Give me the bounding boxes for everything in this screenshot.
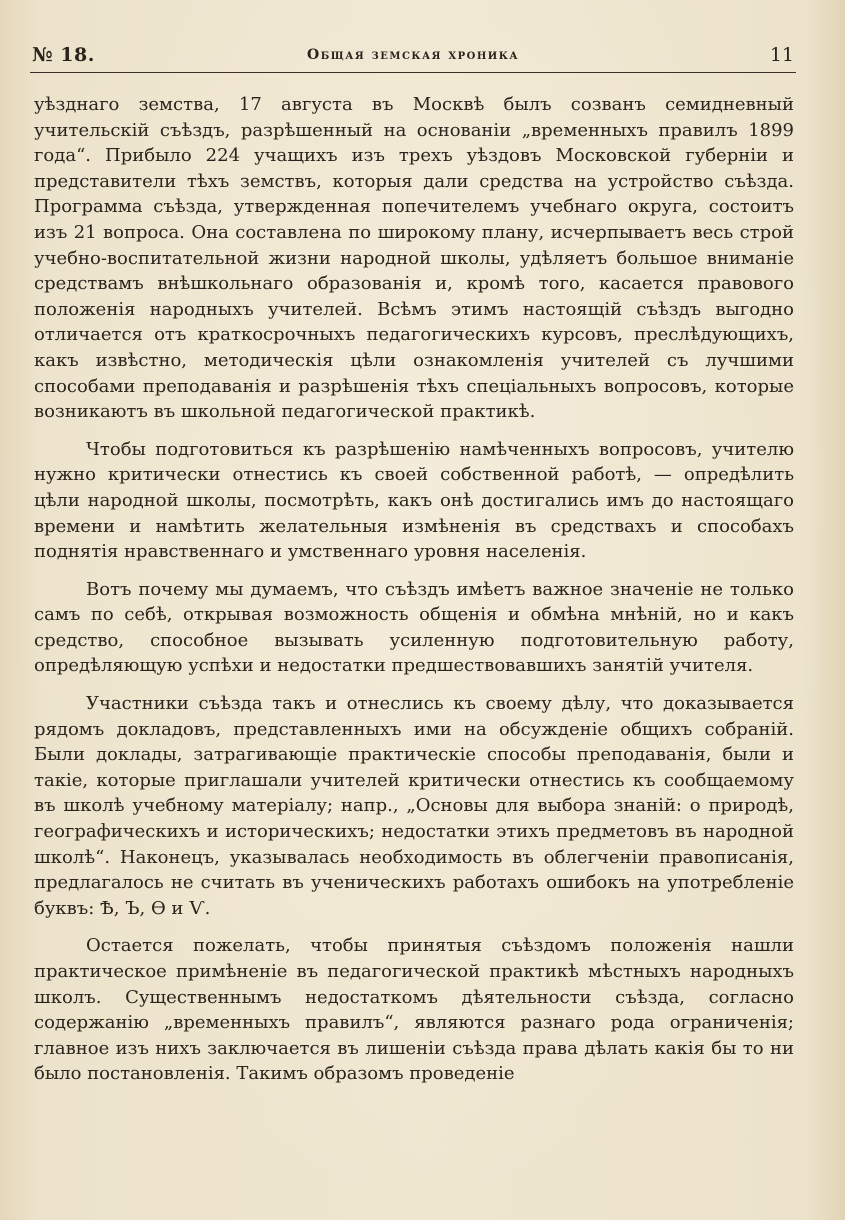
paragraph-4: Участники съѣзда такъ и отнеслись къ своему дѣлу, что доказывается рядомъ докладовъ, представленныхъ ими на обсужденіе общихъ собраній. Были доклады, затрагивающіе практическіе способы преподаванія, были и такіе, которые приглашали учителей критически отнестись къ сообщаемому въ школѣ учебному матеріалу; напр., „Основы для выбора знаній: о природѣ, географическихъ и историческихъ; недостатки этихъ предметовъ въ народной школѣ“. Наконецъ, указывалась необходимость въ облегченіи правописанія, предлагалось не считать въ ученическихъ работахъ ошибокъ на употребленіе буквъ: Ѣ, Ъ, Ѳ и Ѵ.	[34, 693, 794, 919]
issue-number: № 18.	[32, 44, 95, 66]
running-header	[32, 44, 794, 70]
paragraph-1: уѣзднаго земства, 17 августа въ Москвѣ былъ созванъ семидневный учительскій съѣздъ, разрѣшенный на основаніи „временныхъ правилъ 1899 года“. Прибыло 224 учащихъ изъ трехъ уѣздовъ Московской губерніи и представители тѣхъ земствъ, которыя дали средства на устройство съѣзда. Программа съѣзда, утвержденная попечителемъ учебнаго округа, состоитъ изъ 21 вопроса. Она составлена по широкому плану, исчерпываетъ весь строй учебно-воспитательной жизни народной школы, удѣляетъ большое вниманіе средствамъ внѣшкольнаго образованія и, кромѣ того, касается правового положенія народныхъ учителей. Всѣмъ этимъ настоящій съѣздъ выгодно отличается отъ краткосрочныхъ педагогическихъ курсовъ, преслѣдующихъ, какъ извѣстно, методическія цѣли ознакомленія учителей съ лучшими способами преподаванія и разрѣшенія тѣхъ спеціальныхъ вопросовъ, которые возникаютъ въ школьной педагогической практикѣ.	[34, 94, 794, 423]
page-number: 11	[769, 44, 794, 66]
paragraph-2: Чтобы подготовиться къ разрѣшенію намѣченныхъ вопросовъ, учителю нужно критически отнестись къ своей собственной работѣ, — опредѣлить цѣли народной школы, посмотрѣть, какъ онѣ достигались имъ до настоящаго времени и намѣтить желательныя измѣненія въ средствахъ и способахъ поднятія нравственнаго и умственнаго уровня населенія.	[34, 438, 794, 563]
paragraph-3: Вотъ почему мы думаемъ, что съѣздъ имѣетъ важное значеніе не только самъ по себѣ, открывая возможность общенія и обмѣна мнѣній, но и какъ средство, способное вызывать усиленную подготовительную работу, опредѣляющую успѣхи и недостатки предшествовавшихъ занятій учителя.	[34, 578, 794, 677]
paragraph-5: Остается пожелать, чтобы принятыя съѣздомъ положенія нашли практическое примѣненіе въ педагогической практикѣ мѣстныхъ народныхъ школъ. Существеннымъ недостаткомъ дѣятельности съѣзда, согласно содержанію „временныхъ правилъ“, являются разнаго рода ограниченія; главное изъ нихъ заключается въ лишеніи съѣзда права дѣлать какія бы то ни было постановленія. Такимъ образомъ проведеніе	[34, 935, 794, 1085]
header-rule	[30, 72, 796, 73]
body-text	[34, 92, 794, 1099]
running-title: Общая земская хроника	[307, 47, 519, 63]
